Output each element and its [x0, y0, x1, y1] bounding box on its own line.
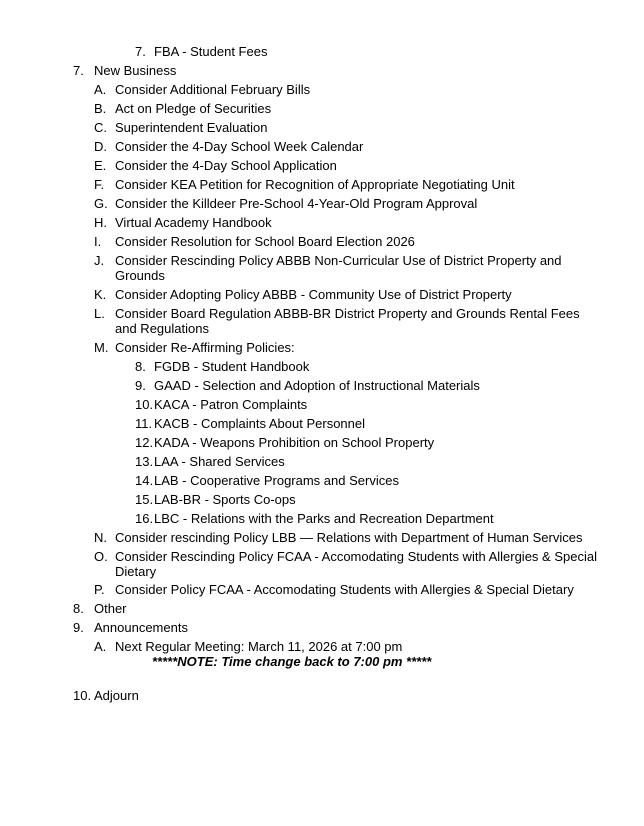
- time-change-note: *****NOTE: Time change back to 7:00 pm *****: [152, 654, 432, 669]
- item-a: Consider Additional February Bills: [115, 82, 311, 97]
- policy-item: FGDB - Student Handbook: [154, 359, 310, 374]
- item-b-letter: B.: [94, 101, 107, 116]
- item-o-letter: O.: [94, 549, 108, 564]
- policy-item: KACA - Patron Complaints: [154, 397, 308, 412]
- policy-number: 15.: [135, 492, 154, 507]
- item-p: Consider Policy FCAA - Accomodating Students with Allergies & Special Dietary: [115, 582, 574, 597]
- item-o-line1: Consider Rescinding Policy FCAA - Accomodating Students with Allergies & Special: [115, 549, 597, 564]
- policy-number: 11.: [135, 416, 153, 431]
- policy-item: LAB - Cooperative Programs and Services: [154, 473, 399, 488]
- item-o-line2: Dietary: [115, 564, 157, 579]
- item-j-line1: Consider Rescinding Policy ABBB Non-Curricular Use of District Property and: [115, 253, 562, 268]
- item-d: Consider the 4-Day School Week Calendar: [115, 139, 364, 154]
- announcements-heading: Announcements: [94, 620, 188, 635]
- policy-number: 9.: [135, 378, 146, 393]
- policy-number: 12.: [135, 435, 154, 450]
- policy-item: LBC - Relations with the Parks and Recreation Department: [154, 511, 494, 526]
- adjourn-number: 10.: [73, 688, 92, 703]
- policy-item: LAB-BR - Sports Co-ops: [154, 492, 296, 507]
- policy-number: 16.: [135, 511, 154, 526]
- announcements-number: 9.: [73, 620, 84, 635]
- item-d-letter: D.: [94, 139, 107, 154]
- item-j-letter: J.: [94, 253, 105, 268]
- item-c-letter: C.: [94, 120, 107, 135]
- policy-item: KADA - Weapons Prohibition on School Property: [154, 435, 435, 450]
- item-g-letter: G.: [94, 196, 108, 211]
- policy-number: 14.: [135, 473, 154, 488]
- new-business-heading: New Business: [94, 63, 177, 78]
- item-h-letter: H.: [94, 215, 107, 230]
- item-h: Virtual Academy Handbook: [115, 215, 272, 230]
- item-k: Consider Adopting Policy ABBB - Community Use of District Property: [115, 287, 512, 302]
- other-number: 8.: [73, 601, 84, 616]
- item-l-letter: L.: [94, 306, 105, 321]
- item-n: Consider rescinding Policy LBB — Relations with Department of Human Services: [115, 530, 583, 545]
- item-p-letter: P.: [94, 582, 105, 597]
- item-b: Act on Pledge of Securities: [115, 101, 272, 116]
- policy-number: 8.: [135, 359, 146, 374]
- next-meeting: Next Regular Meeting: March 11, 2026 at 7:00 pm: [115, 639, 403, 654]
- item-l-line1: Consider Board Regulation ABBB-BR District Property and Grounds Rental Fees: [115, 306, 580, 321]
- item-l-line2: and Regulations: [115, 321, 209, 336]
- item-g: Consider the Killdeer Pre-School 4-Year-Old Program Approval: [115, 196, 478, 211]
- policy-item: LAA - Shared Services: [154, 454, 285, 469]
- item-n-letter: N.: [94, 530, 107, 545]
- item-i-letter: I.: [94, 234, 102, 249]
- policy-number: 10.: [135, 397, 154, 412]
- policy-number: 13.: [135, 454, 154, 469]
- item-e: Consider the 4-Day School Application: [115, 158, 337, 173]
- item-k-letter: K.: [94, 287, 107, 302]
- fba-number: 7.: [135, 44, 146, 59]
- policy-item: GAAD - Selection and Adoption of Instructional Materials: [154, 378, 480, 393]
- item-i: Consider Resolution for School Board Election 2026: [115, 234, 415, 249]
- item-m-letter: M.: [94, 340, 109, 355]
- other-heading: Other: [94, 601, 127, 616]
- item-e-letter: E.: [94, 158, 107, 173]
- adjourn-heading: Adjourn: [94, 688, 139, 703]
- policy-item: KACB - Complaints About Personnel: [154, 416, 365, 431]
- item-c: Superintendent Evaluation: [115, 120, 268, 135]
- next-meeting-letter: A.: [94, 639, 107, 654]
- item-j-line2: Grounds: [115, 268, 165, 283]
- item-f: Consider KEA Petition for Recognition of Appropriate Negotiating Unit: [115, 177, 515, 192]
- item-f-letter: F.: [94, 177, 105, 192]
- fba-item: FBA - Student Fees: [154, 44, 268, 59]
- item-a-letter: A.: [94, 82, 107, 97]
- item-m: Consider Re-Affirming Policies:: [115, 340, 295, 355]
- new-business-number: 7.: [73, 63, 84, 78]
